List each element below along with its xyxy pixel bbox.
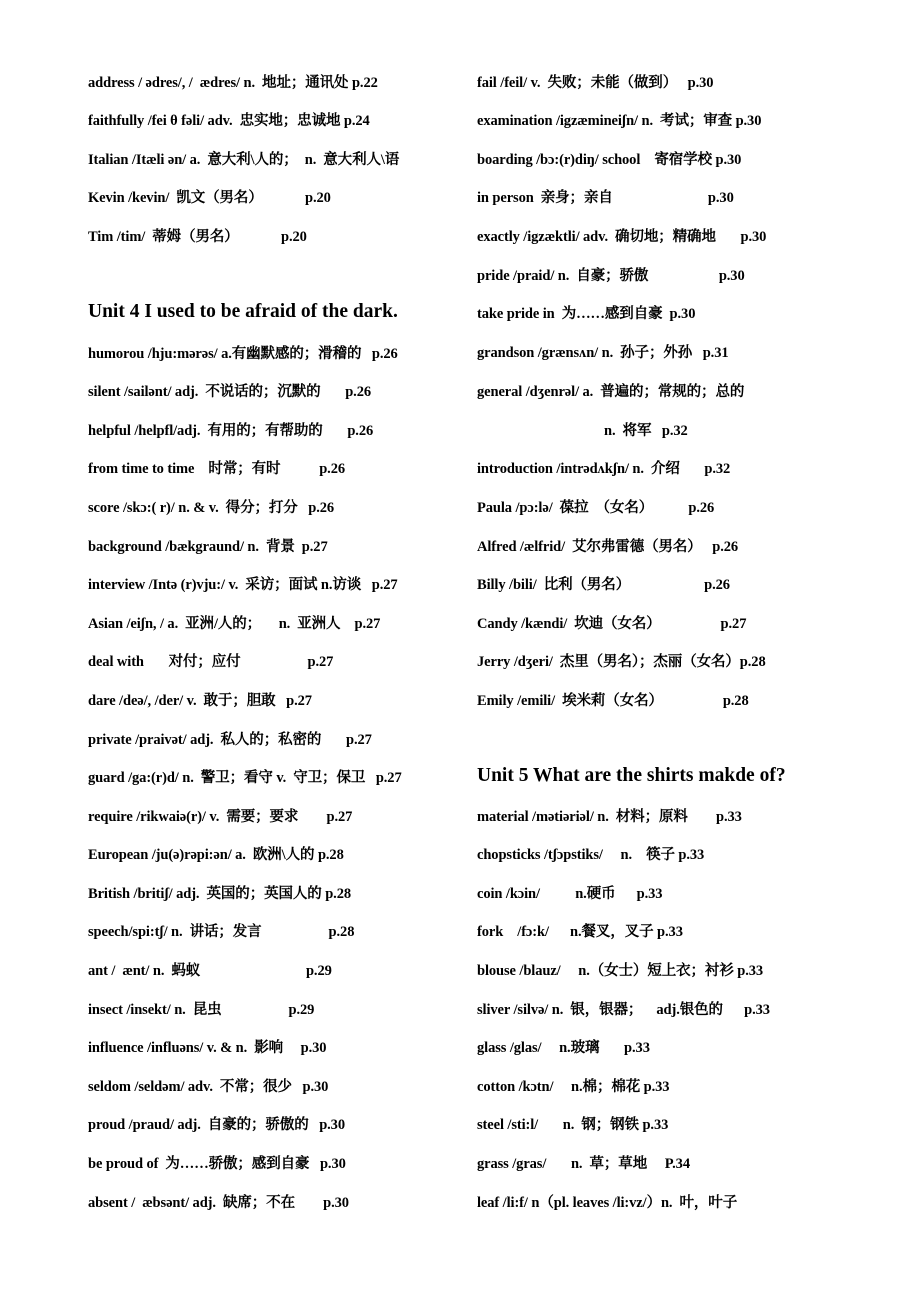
vocab-entry: deal with 对付；应付 p.27 bbox=[88, 654, 334, 670]
vocab-entry: Kevin /kevin/ 凯文（男名） p.20 bbox=[88, 190, 331, 206]
vocab-entry: interview /Intə (r)vju:/ v. 采访；面试 n.访谈 p.27 bbox=[88, 577, 398, 593]
vocab-entry: chopsticks /tʃɔpstiks/ n. 筷子 p.33 bbox=[477, 847, 705, 863]
vocab-entry: leaf /li:f/ n（pl. leaves /li:vz/）n. 叶，叶子 bbox=[477, 1195, 738, 1211]
vocab-entry: Tim /tim/ 蒂姆（男名） p.20 bbox=[88, 229, 307, 245]
vocab-entry: exactly /igzæktli/ adv. 确切地；精确地 p.30 bbox=[477, 229, 767, 245]
vocab-entry: boarding /bɔ:(r)diŋ/ school 寄宿学校 p.30 bbox=[477, 152, 742, 168]
vocab-entry: Italian /Itæli ən/ a. 意大利\人的； n. 意大利人\语 bbox=[88, 152, 400, 168]
vocab-entry: private /praivət/ adj. 私人的；私密的 p.27 bbox=[88, 732, 372, 748]
vocab-entry: guard /ga:(r)d/ n. 警卫；看守 v. 守卫；保卫 p.27 bbox=[88, 770, 402, 786]
unit-5-heading: Unit 5 What are the shirts makde of? bbox=[477, 765, 786, 786]
vocab-entry: steel /sti:l/ n. 钢；钢铁 p.33 bbox=[477, 1117, 669, 1133]
vocab-entry: take pride in 为……感到自豪 p.30 bbox=[477, 306, 696, 322]
vocab-entry: dare /deə/, /der/ v. 敢于；胆敢 p.27 bbox=[88, 693, 312, 709]
vocab-entry: helpful /helpfl/adj. 有用的；有帮助的 p.26 bbox=[88, 423, 374, 439]
vocab-entry: Emily /emili/ 埃米莉（女名） p.28 bbox=[477, 693, 749, 709]
vocab-entry: absent / æbsənt/ adj. 缺席；不在 p.30 bbox=[88, 1195, 349, 1211]
vocab-entry: Candy /kændi/ 坎迪（女名） p.27 bbox=[477, 616, 747, 632]
vocab-entry: Billy /bili/ 比利（男名） p.26 bbox=[477, 577, 730, 593]
vocab-entry: cotton /kɔtn/ n.棉；棉花 p.33 bbox=[477, 1079, 670, 1095]
vocab-entry: material /mətiəriəl/ n. 材料；原料 p.33 bbox=[477, 809, 742, 825]
vocab-entry: require /rikwaiə(r)/ v. 需要；要求 p.27 bbox=[88, 809, 353, 825]
vocab-entry: pride /praid/ n. 自豪；骄傲 p.30 bbox=[477, 268, 745, 284]
vocab-entry: Jerry /dʒeri/ 杰里（男名）；杰丽（女名）p.28 bbox=[477, 654, 766, 670]
vocab-entry: blouse /blauz/ n.（女士）短上衣；衬衫 p.33 bbox=[477, 963, 764, 979]
vocab-entry: faithfully /fei θ fəli/ adv. 忠实地；忠诚地 p.24 bbox=[88, 113, 370, 129]
vocab-entry: sliver /silvə/ n. 银，银器； adj.银色的 p.33 bbox=[477, 1002, 770, 1018]
vocab-entry: coin /kɔin/ n.硬币 p.33 bbox=[477, 886, 663, 902]
vocab-entry: influence /influəns/ v. & n. 影响 p.30 bbox=[88, 1040, 327, 1056]
vocab-entry: Paula /pɔ:lə/ 葆拉 （女名） p.26 bbox=[477, 500, 715, 516]
vocab-entry: grandson /grænsʌn/ n. 孙子；外孙 p.31 bbox=[477, 345, 729, 361]
vocab-entry: address / ədres/, / ædres/ n. 地址；通讯处 p.22 bbox=[88, 75, 378, 91]
vocab-entry-continuation: n. 将军 p.32 bbox=[604, 423, 688, 439]
vocab-entry: general /dʒenrəl/ a. 普遍的；常规的；总的 bbox=[477, 384, 745, 400]
vocab-entry: fail /feil/ v. 失败；未能（做到） p.30 bbox=[477, 75, 714, 91]
vocab-entry: fork /fɔ:k/ n.餐叉，叉子 p.33 bbox=[477, 924, 683, 940]
vocab-entry: background /bækgraund/ n. 背景 p.27 bbox=[88, 539, 328, 555]
vocab-entry: glass /glas/ n.玻璃 p.33 bbox=[477, 1040, 650, 1056]
vocab-entry: in person 亲身；亲自 p.30 bbox=[477, 190, 734, 206]
unit-4-heading: Unit 4 I used to be afraid of the dark. bbox=[88, 301, 398, 322]
vocab-entry: grass /gras/ n. 草；草地 P.34 bbox=[477, 1156, 690, 1172]
vocab-entry: insect /insekt/ n. 昆虫 p.29 bbox=[88, 1002, 315, 1018]
vocab-entry: Asian /eiʃn, / a. 亚洲/人的； n. 亚洲人 p.27 bbox=[88, 616, 381, 632]
vocab-entry: speech/spi:tʃ/ n. 讲话；发言 p.28 bbox=[88, 924, 355, 940]
vocab-entry: seldom /seldəm/ adv. 不常；很少 p.30 bbox=[88, 1079, 329, 1095]
vocab-entry: be proud of 为……骄傲；感到自豪 p.30 bbox=[88, 1156, 346, 1172]
vocab-entry: humorou /hju:mərəs/ a.有幽默感的；滑稽的 p.26 bbox=[88, 346, 398, 362]
vocab-entry: from time to time 时常；有时 p.26 bbox=[88, 461, 345, 477]
vocab-entry: examination /igzæmineiʃn/ n. 考试；审查 p.30 bbox=[477, 113, 762, 129]
vocab-entry: introduction /intrədʌkʃn/ n. 介绍 p.32 bbox=[477, 461, 731, 477]
vocab-entry: European /ju(ə)rəpi:ən/ a. 欧洲\人的 p.28 bbox=[88, 847, 344, 863]
vocab-entry: silent /sailənt/ adj. 不说话的；沉默的 p.26 bbox=[88, 384, 371, 400]
vocab-entry: ant / ænt/ n. 蚂蚁 p.29 bbox=[88, 963, 332, 979]
vocab-entry: proud /praud/ adj. 自豪的；骄傲的 p.30 bbox=[88, 1117, 345, 1133]
vocab-entry: score /skɔ:( r)/ n. & v. 得分；打分 p.26 bbox=[88, 500, 335, 516]
vocab-entry: Alfred /ælfrid/ 艾尔弗雷德（男名） p.26 bbox=[477, 539, 739, 555]
vocab-entry: British /britiʃ/ adj. 英国的；英国人的 p.28 bbox=[88, 886, 352, 902]
